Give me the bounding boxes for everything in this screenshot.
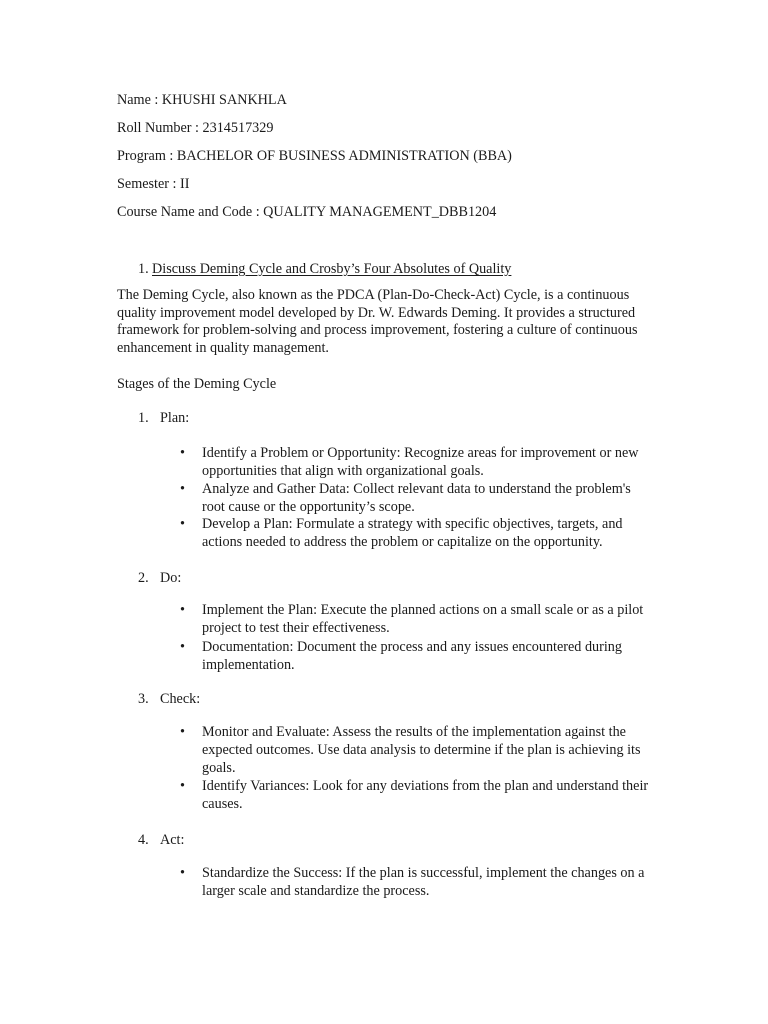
stage-number: 4. — [138, 832, 149, 848]
list-item: Identify Variances: Look for any deviations from the plan and understand their causes. — [202, 778, 649, 812]
list-item: Develop a Plan: Formulate a strategy with specific objectives, targets, and actions needed to address the problem or capitalize on the opportunity. — [202, 516, 623, 550]
list-item: Standardize the Success: If the plan is successful, implement the changes on a larger scale and standardize the process. — [202, 865, 645, 899]
question-number: 1. — [138, 261, 149, 277]
stage-number: 3. — [138, 691, 149, 707]
list-item: Monitor and Evaluate: Assess the results of the implementation against the expected outcomes. Use data analysis to determine if the plan is achieving its goals. — [202, 724, 641, 776]
stage-number: 1. — [138, 410, 149, 426]
program: Program : BACHELOR OF BUSINESS ADMINISTRATION (BBA) — [117, 148, 512, 164]
bullet-icon: • — [180, 639, 185, 655]
stage-label-act: Act: — [160, 832, 185, 848]
roll-number: Roll Number : 2314517329 — [117, 120, 274, 136]
list-item: Identify a Problem or Opportunity: Recognize areas for improvement or new opportunities that align with organizational goals. — [202, 445, 639, 479]
stage-label-do: Do: — [160, 570, 182, 586]
list-item: Documentation: Document the process and any issues encountered during implementation. — [202, 639, 622, 673]
stage-number: 2. — [138, 570, 149, 586]
bullet-icon: • — [180, 602, 185, 618]
stage-label-check: Check: — [160, 691, 201, 707]
course-name-code: Course Name and Code : QUALITY MANAGEMENT_DBB1204 — [117, 204, 497, 220]
stages-heading: Stages of the Deming Cycle — [117, 376, 277, 392]
bullet-icon: • — [180, 516, 185, 532]
bullet-icon: • — [180, 481, 185, 497]
bullet-icon: • — [180, 865, 185, 881]
bullet-icon: • — [180, 724, 185, 740]
question-heading: Discuss Deming Cycle and Crosby’s Four Absolutes of Quality — [152, 261, 512, 277]
list-item: Implement the Plan: Execute the planned actions on a small scale or as a pilot project to test their effectiveness. — [202, 602, 644, 636]
semester: Semester : II — [117, 176, 190, 192]
intro-paragraph: The Deming Cycle, also known as the PDCA (Plan-Do-Check-Act) Cycle, is a continuous quality improvement model developed by Dr. W. Edwards Deming. It provides a structured framework for problem-solving and process improvement, fostering a culture of continuous enhancement in quality management. — [117, 287, 638, 356]
list-item: Analyze and Gather Data: Collect relevant data to understand the problem's root cause or the opportunity’s scope. — [202, 481, 631, 515]
bullet-icon: • — [180, 778, 185, 794]
student-name: Name : KHUSHI SANKHLA — [117, 92, 287, 108]
bullet-icon: • — [180, 445, 185, 461]
stage-label-plan: Plan: — [160, 410, 190, 426]
